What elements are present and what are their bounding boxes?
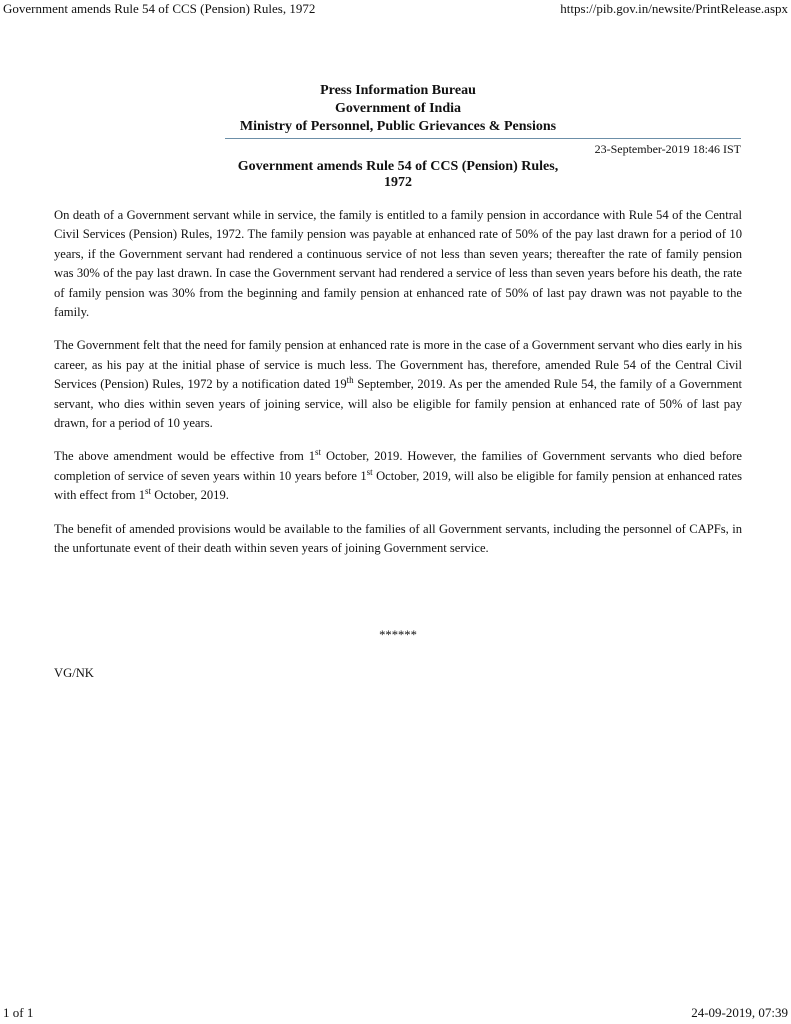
masthead-divider [225, 138, 741, 139]
masthead-ministry: Ministry of Personnel, Public Grievances & Pensions [239, 119, 557, 134]
print-footer-page-count: 1 of 1 [3, 1005, 34, 1020]
masthead-bureau: Press Information Bureau [320, 83, 476, 98]
masthead [225, 82, 571, 136]
section-separator: ****** [379, 628, 417, 642]
release-title: Government amends Rule 54 of CCS (Pension) Rules, 1972 [237, 159, 559, 190]
paragraph-1: On death of a Government servant while in service, the family is entitled to a family pension in accordance with Rule 54 of the Central Civil Services (Pension) Rules, 1972. The family pension was payable at enhanced rate of 50% of the pay last drawn for a period of 10 years, if the Government servant had rendered a continuous service of not less than seven years; thereafter the rate of family pension was 30% of the pay last drawn. In case the Government servant had rendered a service of less than seven years before his death, the rate of family pension was 30% from the beginning and family pension at enhanced rate of 50% of last pay drawn was not payable to the family. [54, 208, 742, 320]
print-header-url: https://pib.gov.in/newsite/PrintRelease.aspx [560, 1, 788, 16]
masthead-government: Government of India [335, 101, 461, 116]
print-footer-timestamp: 24-09-2019, 07:39 [691, 1005, 788, 1020]
paragraph-4: The benefit of amended provisions would be available to the families of all Government servants, including the personnel of CAPFs, in the unfortunate event of their death within seven years of joining Government service. [54, 521, 742, 556]
print-header-title: Government amends Rule 54 of CCS (Pension) Rules, 1972 [3, 1, 316, 16]
signature-initials: VG/NK [54, 666, 94, 680]
release-datetime: 23-September-2019 18:46 IST [594, 142, 741, 156]
paragraph-3: The above amendment would be effective from 1st October, 2019. However, the families of Government servants who died before completion of service of seven years within 10 years before 1st October, 2019, will also be eligible for family pension at enhanced rates with effect from 1st October, 2019. [54, 447, 743, 503]
release-body [54, 206, 742, 573]
paragraph-2: The Government felt that the need for family pension at enhanced rate is more in the case of a Government servant who dies early in his career, as his pay at the initial phase of service is much less. The Government has, therefore, amended Rule 54 of the Central Civil Services (Pension) Rules, 1972 by a notification dated 19th September, 2019. As per the amended Rule 54, the family of a Government servant, who dies within seven years of joining service, will also be eligible for family pension at enhanced rate of 50% of last pay drawn, for a period of 10 years. [54, 338, 742, 431]
